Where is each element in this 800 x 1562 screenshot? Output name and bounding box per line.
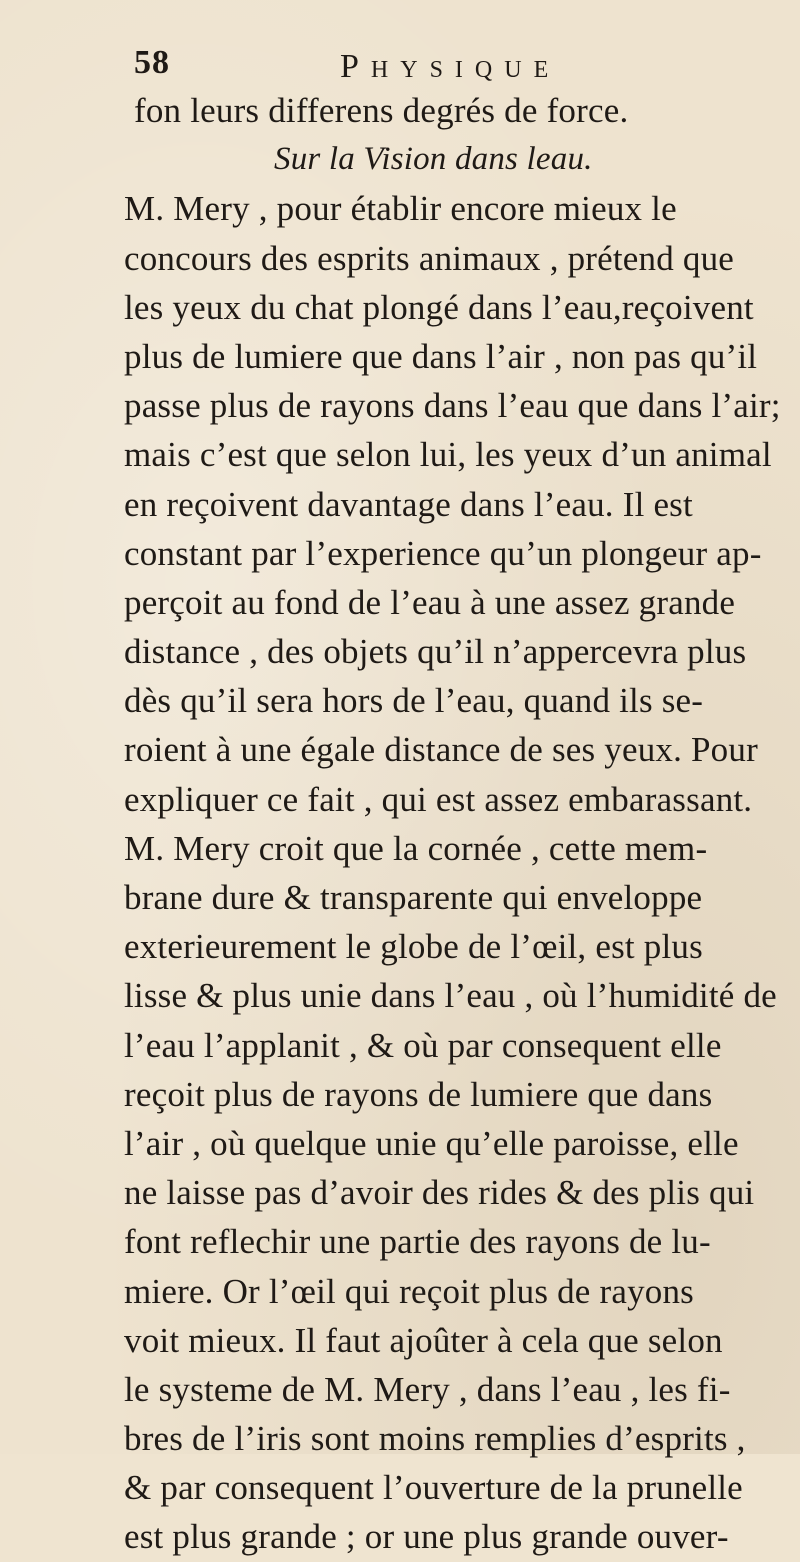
running-head: Physique: [340, 48, 561, 85]
text-line: voit mieux. Il faut ajoûter à cela que selon: [124, 1320, 723, 1360]
text-line: & par consequent l’ouverture de la prunelle: [124, 1468, 743, 1508]
text-line: l’eau l’applanit , & où par consequent elle: [124, 1025, 722, 1065]
text-line: constant par l’experience qu’un plongeur ap-: [124, 533, 762, 573]
page-header: [120, 36, 790, 86]
text-line: l’air , où quelque unie qu’elle paroisse, elle: [124, 1123, 739, 1163]
text-line: concours des esprits animaux , prétend que: [124, 238, 735, 278]
text-line: lisse & plus unie dans l’eau , où l’humidité de: [124, 976, 777, 1016]
section-heading: Sur la Vision dans leau.: [274, 141, 593, 178]
text-line: dès qu’il sera hors de l’eau, quand ils se-: [124, 681, 704, 721]
body-text: [124, 86, 784, 1562]
text-line: M. Mery croit que la cornée , cette mem-: [124, 828, 708, 868]
text-line: perçoit au fond de l’eau à une assez grande: [124, 582, 736, 622]
text-line: reçoit plus de rayons de lumiere que dans: [124, 1074, 713, 1114]
text-line: exterieurement le globe de l’œil, est plus: [124, 927, 703, 967]
text-line: fon leurs differens degrés de force.: [134, 91, 629, 130]
page-number: 58: [134, 44, 170, 81]
text-line: plus de lumiere que dans l’air , non pas qu’il: [124, 336, 758, 376]
text-line: roient à une égale distance de ses yeux. Pour: [124, 730, 758, 770]
text-line: ne laisse pas d’avoir des rides & des plis qui: [124, 1173, 755, 1213]
text-line: mais c’est que selon lui, les yeux d’un animal: [124, 435, 772, 475]
text-line: bres de l’iris sont moins remplies d’esprits ,: [124, 1419, 746, 1459]
text-line: en reçoivent davantage dans l’eau. Il est: [124, 484, 693, 524]
text-line: M. Mery , pour établir encore mieux le: [124, 189, 677, 229]
text-line: passe plus de rayons dans l’eau que dans l’air;: [124, 386, 781, 426]
text-line: est plus grande ; or une plus grande ouver-: [124, 1517, 729, 1557]
text-line: font reflechir une partie des rayons de lu-: [124, 1222, 711, 1262]
text-line: miere. Or l’œil qui reçoit plus de rayons: [124, 1271, 694, 1311]
text-line: les yeux du chat plongé dans l’eau,reçoivent: [124, 287, 754, 327]
text-line: distance , des objets qu’il n’appercevra plus: [124, 632, 747, 672]
text-line: expliquer ce fait , qui est assez embarassant.: [124, 779, 753, 819]
text-line: le systeme de M. Mery , dans l’eau , les fi-: [124, 1369, 731, 1409]
text-line: brane dure & transparente qui enveloppe: [124, 878, 703, 917]
